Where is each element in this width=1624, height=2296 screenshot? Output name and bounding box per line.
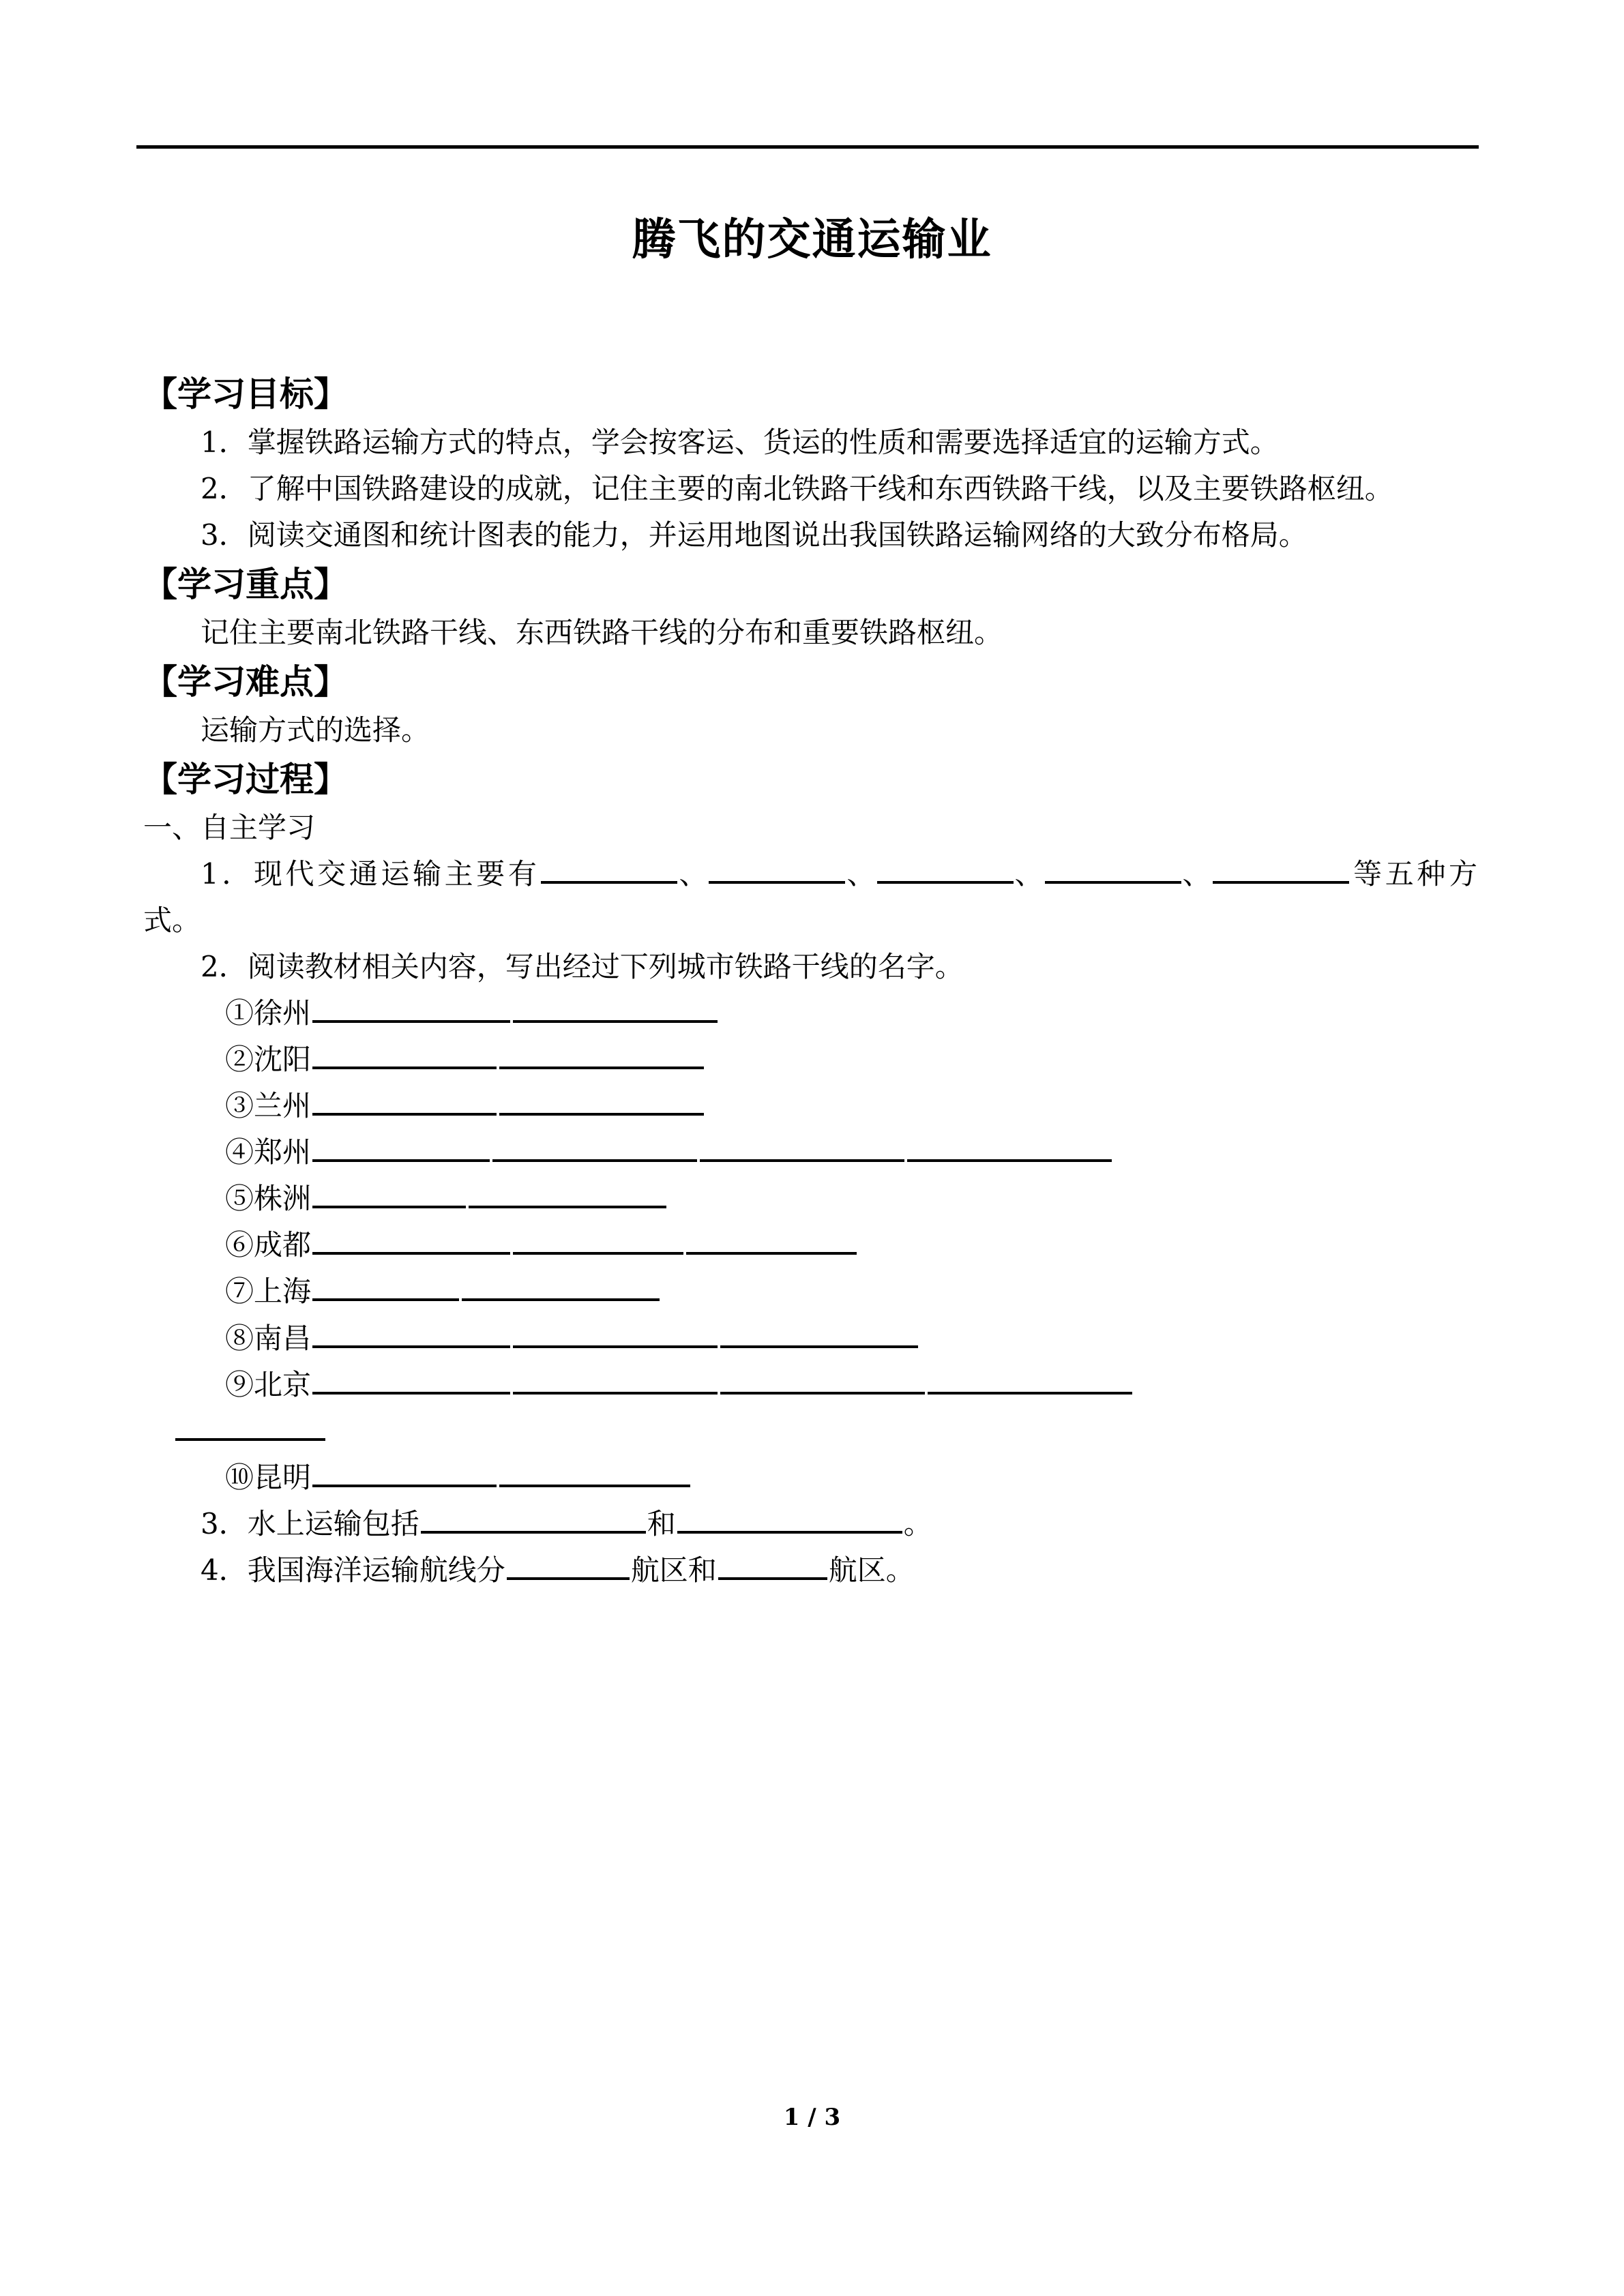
city-blank-南昌-3[interactable]	[720, 1318, 918, 1348]
task-3-blank-2[interactable]	[677, 1504, 902, 1534]
city-blank-徐州-2[interactable]	[513, 993, 718, 1023]
city-blank-沈阳-1[interactable]	[312, 1039, 497, 1069]
task-2-prefix: 2．阅读教材相关内容，写出经过下列城市铁路干线的名字。	[201, 950, 964, 984]
blank-separator: 、	[1014, 857, 1044, 891]
city-marker: ⑨	[225, 1367, 254, 1401]
city-marker: ⑧	[225, 1321, 254, 1355]
city-marker: ⑩	[225, 1460, 254, 1494]
task-4	[0, 1547, 1624, 1594]
city-line-沈阳	[0, 1037, 1624, 1083]
city-blank-成都-2[interactable]	[513, 1225, 683, 1255]
header-rule	[136, 145, 1479, 149]
city-blank-北京-1[interactable]	[312, 1365, 510, 1395]
city-marker: ⑥	[225, 1228, 254, 1262]
blank-separator: 、	[846, 857, 876, 891]
city-blank-株洲-1[interactable]	[312, 1179, 466, 1209]
city-blank-list	[0, 990, 1624, 1500]
task-1-blanks[interactable]	[540, 857, 1350, 891]
city-blank-株洲-2[interactable]	[469, 1179, 666, 1209]
city-blank-兰州-2[interactable]	[499, 1086, 704, 1116]
city-blank-郑州-1[interactable]	[312, 1132, 490, 1162]
city-line-上海	[0, 1268, 1624, 1315]
city-blank-昆明-2[interactable]	[499, 1457, 690, 1487]
city-marker: ⑦	[225, 1274, 254, 1309]
city-line-徐州	[0, 990, 1624, 1037]
difficulty-body: 运输方式的选择。	[201, 713, 430, 747]
city-blank-北京-5[interactable]	[175, 1411, 325, 1441]
task-1-prefix: 1．现代交通运输主要有	[201, 857, 540, 891]
city-marker: ②	[225, 1043, 254, 1077]
document-body	[0, 368, 1624, 1594]
city-blank-成都-1[interactable]	[312, 1225, 510, 1255]
blank-separator: 、	[1182, 857, 1211, 891]
city-name: 南昌	[254, 1321, 312, 1355]
city-blank-郑州-2[interactable]	[492, 1132, 697, 1162]
city-blank-郑州-3[interactable]	[700, 1132, 904, 1162]
task-1	[0, 851, 1624, 944]
city-name: 上海	[254, 1274, 312, 1309]
city-blank-北京-4[interactable]	[928, 1365, 1132, 1395]
city-blank-昆明-1[interactable]	[312, 1457, 497, 1487]
city-line-昆明	[0, 1455, 1624, 1501]
city-name: 昆明	[254, 1460, 312, 1494]
objective-item-3: 3．阅读交通图和统计图表的能力，并运用地图说出我国铁路运输网络的大致分布格局。	[201, 518, 1308, 552]
city-blank-成都-3[interactable]	[686, 1225, 857, 1255]
city-line-株洲	[0, 1176, 1624, 1222]
city-line-北京-continuation	[0, 1408, 1624, 1455]
city-blank-上海-2[interactable]	[462, 1272, 660, 1302]
city-blank-北京-2[interactable]	[513, 1365, 718, 1395]
task-1-blank-5[interactable]	[1213, 854, 1349, 884]
page-title: 腾飞的交通运输业	[632, 214, 992, 265]
task-1-blank-3[interactable]	[877, 854, 1014, 884]
city-name: 徐州	[254, 996, 312, 1030]
process-subheading: 一、自主学习	[143, 811, 316, 845]
key-points-body: 记住主要南北铁路干线、东西铁路干线的分布和重要铁路枢纽。	[201, 616, 1003, 650]
page-number-footer: 1 / 3	[783, 2104, 841, 2131]
section-heading-objectives: 【学习目标】	[143, 374, 348, 414]
objective-item-2: 2．了解中国铁路建设的成就，记住主要的南北铁路干线和东西铁路干线，以及主要铁路枢纽。	[201, 472, 1393, 506]
task-1-suffix: 等五种方式。	[143, 857, 1477, 938]
city-blank-徐州-1[interactable]	[312, 993, 510, 1023]
city-name: 北京	[254, 1367, 312, 1401]
city-name: 沈阳	[254, 1043, 312, 1077]
task-1-blank-2[interactable]	[709, 854, 845, 884]
section-heading-key-points: 【学习重点】	[143, 564, 348, 605]
city-line-兰州	[0, 1083, 1624, 1129]
section-heading-difficulty: 【学习难点】	[143, 661, 348, 702]
city-line-郑州	[0, 1129, 1624, 1176]
city-marker: ⑤	[225, 1182, 254, 1216]
section-heading-process: 【学习过程】	[143, 759, 348, 800]
task-4-blank-1[interactable]	[507, 1550, 630, 1580]
task-3-suffix: 。	[903, 1506, 932, 1540]
blank-separator: 、	[679, 857, 708, 891]
city-blank-北京-3[interactable]	[720, 1365, 925, 1395]
task-4-prefix: 4．我国海洋运输航线分	[201, 1553, 505, 1587]
task-4-middle: 航区和	[630, 1553, 717, 1587]
city-name: 株洲	[254, 1182, 312, 1216]
task-3-prefix: 3．水上运输包括	[201, 1506, 419, 1540]
task-3-middle: 和	[647, 1506, 676, 1540]
objective-item-1: 1．掌握铁路运输方式的特点，学会按客运、货运的性质和需要选择适宜的运输方式。	[201, 426, 1279, 459]
task-4-suffix: 航区。	[828, 1553, 915, 1587]
task-1-blank-4[interactable]	[1045, 854, 1181, 884]
city-name: 郑州	[254, 1135, 312, 1169]
task-3	[0, 1501, 1624, 1547]
city-name: 兰州	[254, 1089, 312, 1123]
task-1-blank-1[interactable]	[541, 854, 677, 884]
city-marker: ①	[225, 996, 254, 1030]
city-blank-兰州-1[interactable]	[312, 1086, 497, 1116]
city-blank-南昌-2[interactable]	[513, 1318, 718, 1348]
city-marker: ③	[225, 1089, 254, 1123]
city-blank-沈阳-2[interactable]	[499, 1039, 704, 1069]
city-blank-南昌-1[interactable]	[312, 1318, 510, 1348]
city-blank-上海-1[interactable]	[312, 1272, 459, 1302]
city-blank-郑州-4[interactable]	[907, 1132, 1112, 1162]
city-line-北京	[0, 1362, 1624, 1408]
city-line-成都	[0, 1222, 1624, 1268]
task-3-blank-1[interactable]	[421, 1504, 646, 1534]
task-4-blank-2[interactable]	[718, 1550, 827, 1580]
city-line-南昌	[0, 1315, 1624, 1362]
city-name: 成都	[254, 1228, 312, 1262]
city-marker: ④	[225, 1135, 254, 1169]
